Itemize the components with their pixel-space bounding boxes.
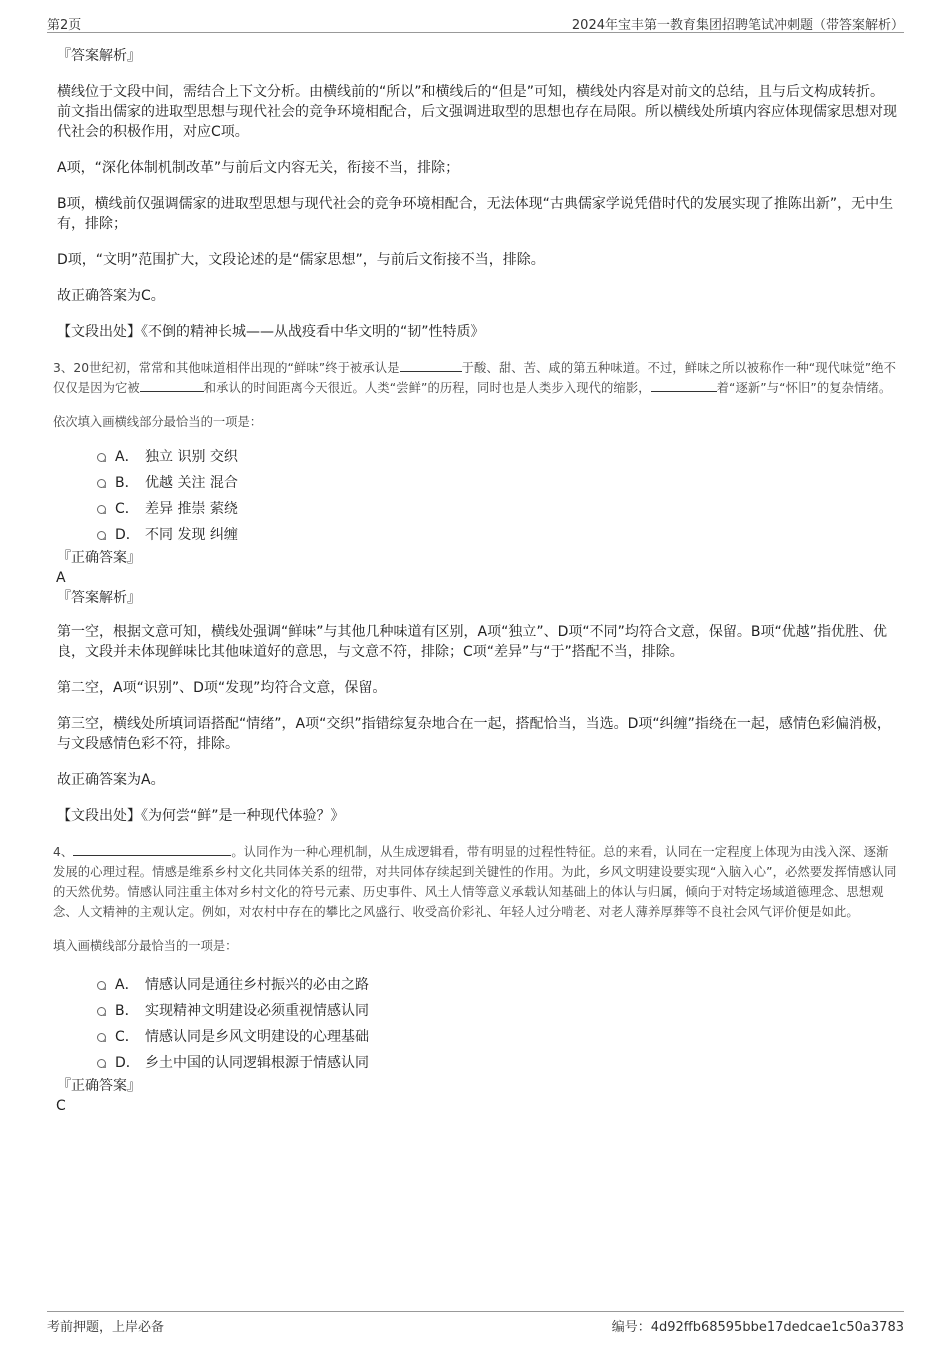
analysis-paragraph: 第三空，横线处所填词语搭配“情绪”，A项“交织”指错综复杂地合在一起，搭配恰当，当选。D项“纠缠”指绕在一起，感情色彩偏消极，与文段感情色彩不符，排除。	[57, 716, 891, 752]
question-prompt: 依次填入画横线部分最恰当的一项是：	[53, 415, 263, 429]
radio-icon[interactable]	[97, 505, 106, 514]
option-d[interactable]: D． 不同 发现 纠缠	[57, 522, 897, 548]
radio-icon[interactable]	[97, 1059, 106, 1068]
correct-answer: C	[56, 1098, 66, 1114]
correct-answer: A	[56, 570, 66, 586]
page-number: 第2页	[47, 18, 82, 33]
main-content	[53, 46, 897, 1116]
fill-blank	[73, 843, 231, 856]
radio-icon[interactable]	[97, 981, 106, 990]
analysis-paragraph: 第一空，根据文意可知，横线处强调“鲜味”与其他几种味道有区别，A项“独立”、D项“不同”均符合文意，保留。B项“优越”指优胜、优良，文段并未体现鲜味比其他味道好的意思，与文意不符，排除；C项“差异”与“于”搭配不当，排除。	[57, 624, 887, 660]
analysis-label: 『答案解析』	[57, 590, 141, 606]
answer-label: 『正确答案』	[57, 550, 141, 566]
page-header	[47, 12, 904, 33]
option-b[interactable]: B． 优越 关注 混合	[57, 470, 897, 496]
option-a[interactable]: A． 独立 识别 交织	[57, 444, 897, 470]
radio-icon[interactable]	[97, 531, 106, 540]
analysis-paragraph: 横线位于文段中间，需结合上下文分析。由横线前的“所以”和横线后的“但是”可知，横线处内容是对前文的总结，且与后文构成转折。前文指出儒家的进取型思想与现代社会的竞争环境相配合，后文强调进取型的思想也存在局限。所以横线处所填内容应体现儒家思想对现代社会的积极作用，对应C项。	[57, 84, 897, 140]
option-c[interactable]: C． 情感认同是乡风文明建设的心理基础	[57, 1024, 897, 1050]
fill-blank	[400, 359, 462, 372]
fill-blank	[651, 379, 717, 392]
question-prompt: 填入画横线部分最恰当的一项是：	[53, 939, 238, 953]
footer-slogan: 考前押题，上岸必备	[47, 1320, 165, 1335]
analysis-label: 『答案解析』	[57, 48, 141, 64]
answer-label: 『正确答案』	[57, 1078, 141, 1094]
radio-icon[interactable]	[97, 1007, 106, 1016]
radio-icon[interactable]	[97, 453, 106, 462]
analysis-paragraph: 第二空，A项“识别”、D项“发现”均符合文意，保留。	[57, 680, 387, 696]
option-a[interactable]: A． 情感认同是通往乡村振兴的必由之路	[57, 972, 897, 998]
option-c[interactable]: C． 差异 推崇 萦绕	[57, 496, 897, 522]
source-citation: 【文段出处】《为何尝“鲜”是一种现代体验？》	[57, 808, 345, 824]
question-4-text: 4、 。认同作为一种心理机制，从生成逻辑看，带有明显的过程性特征。总的来看，认同在一定程度上体现为由浅入深、逐渐发展的心理过程。情感是维系乡村文化共同体关系的纽带，对共同体存续起到关键性的作用。为此，乡风文明建设要实现“入脑入心”，必然要发挥情感认同的天然优势。情感认同注重主体对乡村文化的符号元素、历史事件、风土人情等意义承载认知基础上的体认与归属，倾向于对特定场域道德理念、思想观念、人文精神的主观认定。例如，对农村中存在的攀比之风盛行、收受高价彩礼、年轻人过分啃老、对老人薄养厚葬等不良社会风气评价便是如此。	[53, 845, 897, 919]
document-title: 2024年宝丰第一教育集团招聘笔试冲刺题（带答案解析）	[571, 18, 904, 33]
option-b[interactable]: B． 实现精神文明建设必须重视情感认同	[57, 998, 897, 1024]
radio-icon[interactable]	[97, 479, 106, 488]
analysis-paragraph: B项，横线前仅强调儒家的进取型思想与现代社会的竞争环境相配合，无法体现“古典儒家学说凭借时代的发展实现了推陈出新”，无中生有，排除；	[57, 196, 894, 232]
question-3-text: 3、20世纪初，常常和其他味道相伴出现的“鲜味”终于被承认是 于酸、甜、苦、咸的第五种味道。不过，鲜味之所以被称作一种“现代味觉”绝不仅仅是因为它被 和承认的时间距离今天很近。人类“尝鲜”的历程，同时也是人类步入现代的缩影， 着“逐新”与“怀旧”的复杂情绪。	[53, 361, 897, 395]
page-footer	[47, 1311, 904, 1334]
option-d[interactable]: D． 乡土中国的认同逻辑根源于情感认同	[57, 1050, 897, 1076]
analysis-paragraph: A项，“深化体制机制改革”与前后文内容无关，衔接不当，排除；	[57, 160, 460, 176]
source-citation: 【文段出处】《不倒的精神长城——从战疫看中华文明的“韧”性特质》	[57, 324, 485, 340]
conclusion: 故正确答案为A。	[57, 772, 165, 788]
option-list	[57, 444, 897, 548]
conclusion: 故正确答案为C。	[57, 288, 165, 304]
radio-icon[interactable]	[97, 1033, 106, 1042]
analysis-paragraph: D项，“文明”范围扩大，文段论述的是“儒家思想”，与前后文衔接不当，排除。	[57, 252, 545, 268]
option-list	[57, 972, 897, 1076]
document-id: 编号：4d92ffb68595bbe17dedcae1c50a3783	[611, 1320, 904, 1335]
fill-blank	[140, 379, 204, 392]
